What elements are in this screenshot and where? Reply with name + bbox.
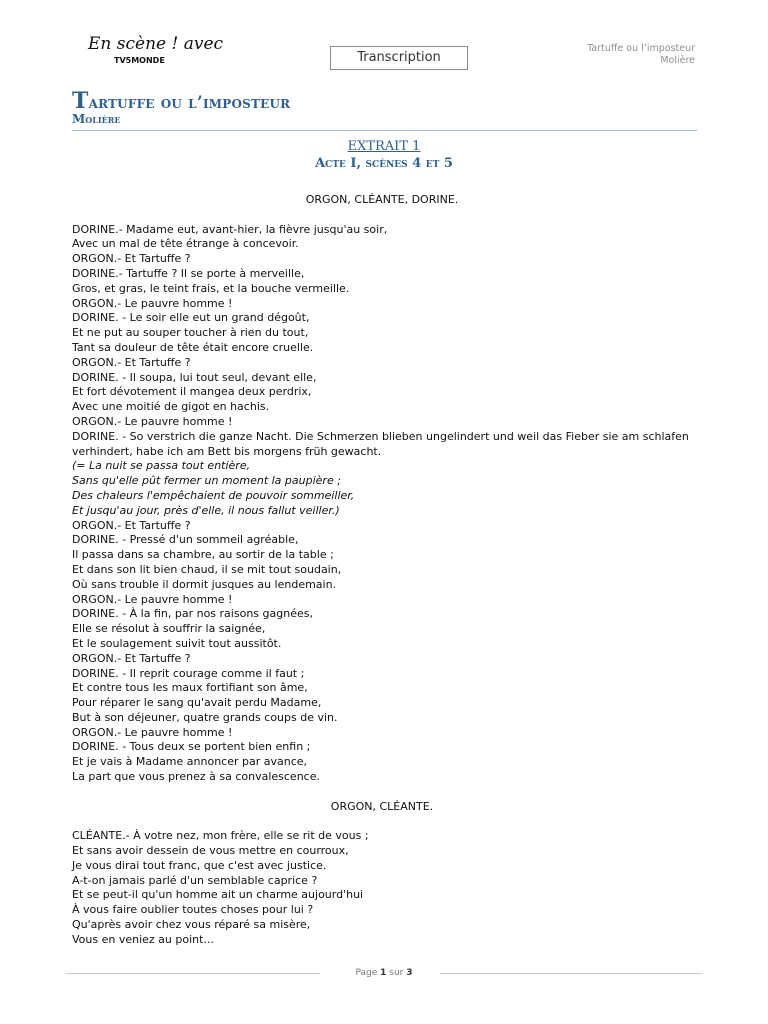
dialogue-line: La part que vous prenez à sa convalescence.: [72, 770, 320, 784]
dialogue-line: Et ne put au souper toucher à rien du tout,: [72, 326, 309, 340]
dialogue-line: Vous en veniez au point...: [72, 932, 214, 946]
scene5-characters: ORGON, CLÉANTE.: [330, 799, 434, 813]
footer-page-word: Page: [355, 968, 378, 978]
scene4-characters: ORGON, CLÉANTE, DORINE.: [305, 193, 459, 206]
dialogue-line: ORGON.- Et Tartuffe ?: [72, 518, 191, 532]
footer-page-total: 3: [406, 968, 413, 978]
title-rest: artuffe ou l’imposteur: [88, 93, 291, 113]
dialogue-line: Avec une moitié de gigot en hachis.: [72, 400, 270, 414]
dialogue-line: ORGON.- Le pauvre homme !: [72, 296, 233, 310]
dialogue-line: DORINE.- Madame eut, avant-hier, la fièvre jusqu'au soir,: [72, 222, 388, 236]
footer-of-word: sur: [389, 968, 404, 978]
footer-page-number: 1: [380, 968, 387, 978]
dialogue-line: DORINE. - Le soir elle eut un grand dégoût,: [72, 311, 310, 325]
dialogue-line: Gros, et gras, le teint frais, et la bouche vermeille.: [72, 281, 350, 295]
dialogue-line: DORINE.- Tartuffe ? Il se porte à merveille,: [72, 266, 305, 280]
tv5monde-logo: [88, 34, 224, 65]
extrait-heading: EXTRAIT 1: [347, 139, 421, 154]
scene5-dialogue: [72, 829, 692, 947]
dialogue-line: DORINE. - À la fin, par nos raisons gagnées,: [72, 607, 313, 621]
dialogue-line: DORINE. - Pressé d'un sommeil agréable,: [72, 533, 299, 547]
spacer: [72, 785, 692, 800]
dialogue-line: ORGON.- Et Tartuffe ?: [72, 355, 191, 369]
title-initial: T: [72, 88, 89, 114]
dialogue-line: Tant sa douleur de tête était encore cruelle.: [72, 340, 314, 354]
dialogue-line: Et fort dévotement il mangea deux perdrix,: [72, 385, 312, 399]
dialogue-line: Où sans trouble il dormit jusques au lendemain.: [72, 577, 337, 591]
logo-script-text: En scène ! avec: [88, 34, 224, 54]
scene4-dialogue-continued: [72, 519, 692, 785]
spacer: [72, 814, 692, 829]
dialogue-line: Des chaleurs l'empêchaient de pouvoir sommeiller,: [72, 488, 355, 502]
dialogue-line: ORGON.- Et Tartuffe ?: [72, 252, 191, 266]
dialogue-line: Et contre tous les maux fortifiant son âme,: [72, 681, 308, 695]
page-footer: [0, 968, 768, 978]
page-title: [72, 88, 290, 114]
title-divider: [72, 130, 697, 131]
dialogue-line: DORINE. - Tous deux se portent bien enfin ;: [72, 740, 311, 754]
transcription-text: [72, 193, 692, 948]
dialogue-line: Et se peut-il qu'un homme ait un charme aujourd'hui: [72, 888, 364, 902]
dialogue-line: ORGON.- Le pauvre homme !: [72, 592, 233, 606]
scene4-dialogue: [72, 223, 692, 430]
dialogue-line: ORGON.- Et Tartuffe ?: [72, 651, 191, 665]
header-work-title: Tartuffe ou l’imposteur: [587, 43, 695, 54]
dialogue-line: Et dans son lit bien chaud, il se mit tout soudain,: [72, 562, 342, 576]
dialogue-line: Sans qu'elle pût fermer un moment la paupière ;: [72, 474, 341, 488]
dialogue-line: ORGON.- Le pauvre homme !: [72, 725, 233, 739]
spacer: [72, 208, 692, 223]
dialogue-line: Il passa dans sa chambre, au sortir de la table ;: [72, 548, 334, 562]
dialogue-line: CLÉANTE.- À votre nez, mon frère, elle se rit de vous ;: [72, 829, 369, 843]
acte-heading: Acte I, scènes 4 et 5: [315, 156, 453, 171]
dialogue-line: ORGON.- Le pauvre homme !: [72, 414, 233, 428]
dialogue-line: À vous faire oublier toutes choses pour lui ?: [72, 903, 314, 917]
dialogue-line: Et je vais à Madame annoncer par avance,: [72, 755, 308, 769]
header-author: Molière: [660, 55, 695, 66]
dialogue-line: Et jusqu'au jour, près d'elle, il nous fallut veiller.): [72, 503, 340, 517]
french-original-quote: [72, 459, 692, 518]
dialogue-line: Elle se résolut à souffrir la saignée,: [72, 622, 266, 636]
dialogue-line: Qu'après avoir chez vous réparé sa misère,: [72, 918, 311, 932]
header-right-info: [587, 43, 695, 67]
dialogue-line: Et le soulagement suivit tout aussitôt.: [72, 636, 282, 650]
transcription-label: Transcription: [330, 46, 468, 70]
german-translation-line: DORINE. - So verstrich die ganze Nacht. Die Schmerzen blieben ungelindert und weil das Fieber sie am schlafen verhindert, habe ich am Bett bis morgens früh gewacht.: [72, 429, 689, 458]
dialogue-line: Je vous dirai tout franc, que c'est avec justice.: [72, 858, 327, 872]
dialogue-line: DORINE. - Il soupa, lui tout seul, devant elle,: [72, 370, 317, 384]
dialogue-line: Pour réparer le sang qu'avait perdu Madame,: [72, 696, 322, 710]
author-subtitle: Molière: [72, 112, 121, 126]
dialogue-line: (= La nuit se passa tout entière,: [72, 459, 251, 473]
dialogue-line: But à son déjeuner, quatre grands coups de vin.: [72, 710, 338, 724]
dialogue-line: Et sans avoir dessein de vous mettre en courroux,: [72, 844, 349, 858]
dialogue-line: DORINE. - Il reprit courage comme il faut ;: [72, 666, 305, 680]
dialogue-line: A-t-on jamais parlé d'un semblable caprice ?: [72, 873, 318, 887]
dialogue-line: Avec un mal de tête étrange à concevoir.: [72, 237, 299, 251]
logo-brand-text: TV5MONDE: [114, 56, 165, 65]
